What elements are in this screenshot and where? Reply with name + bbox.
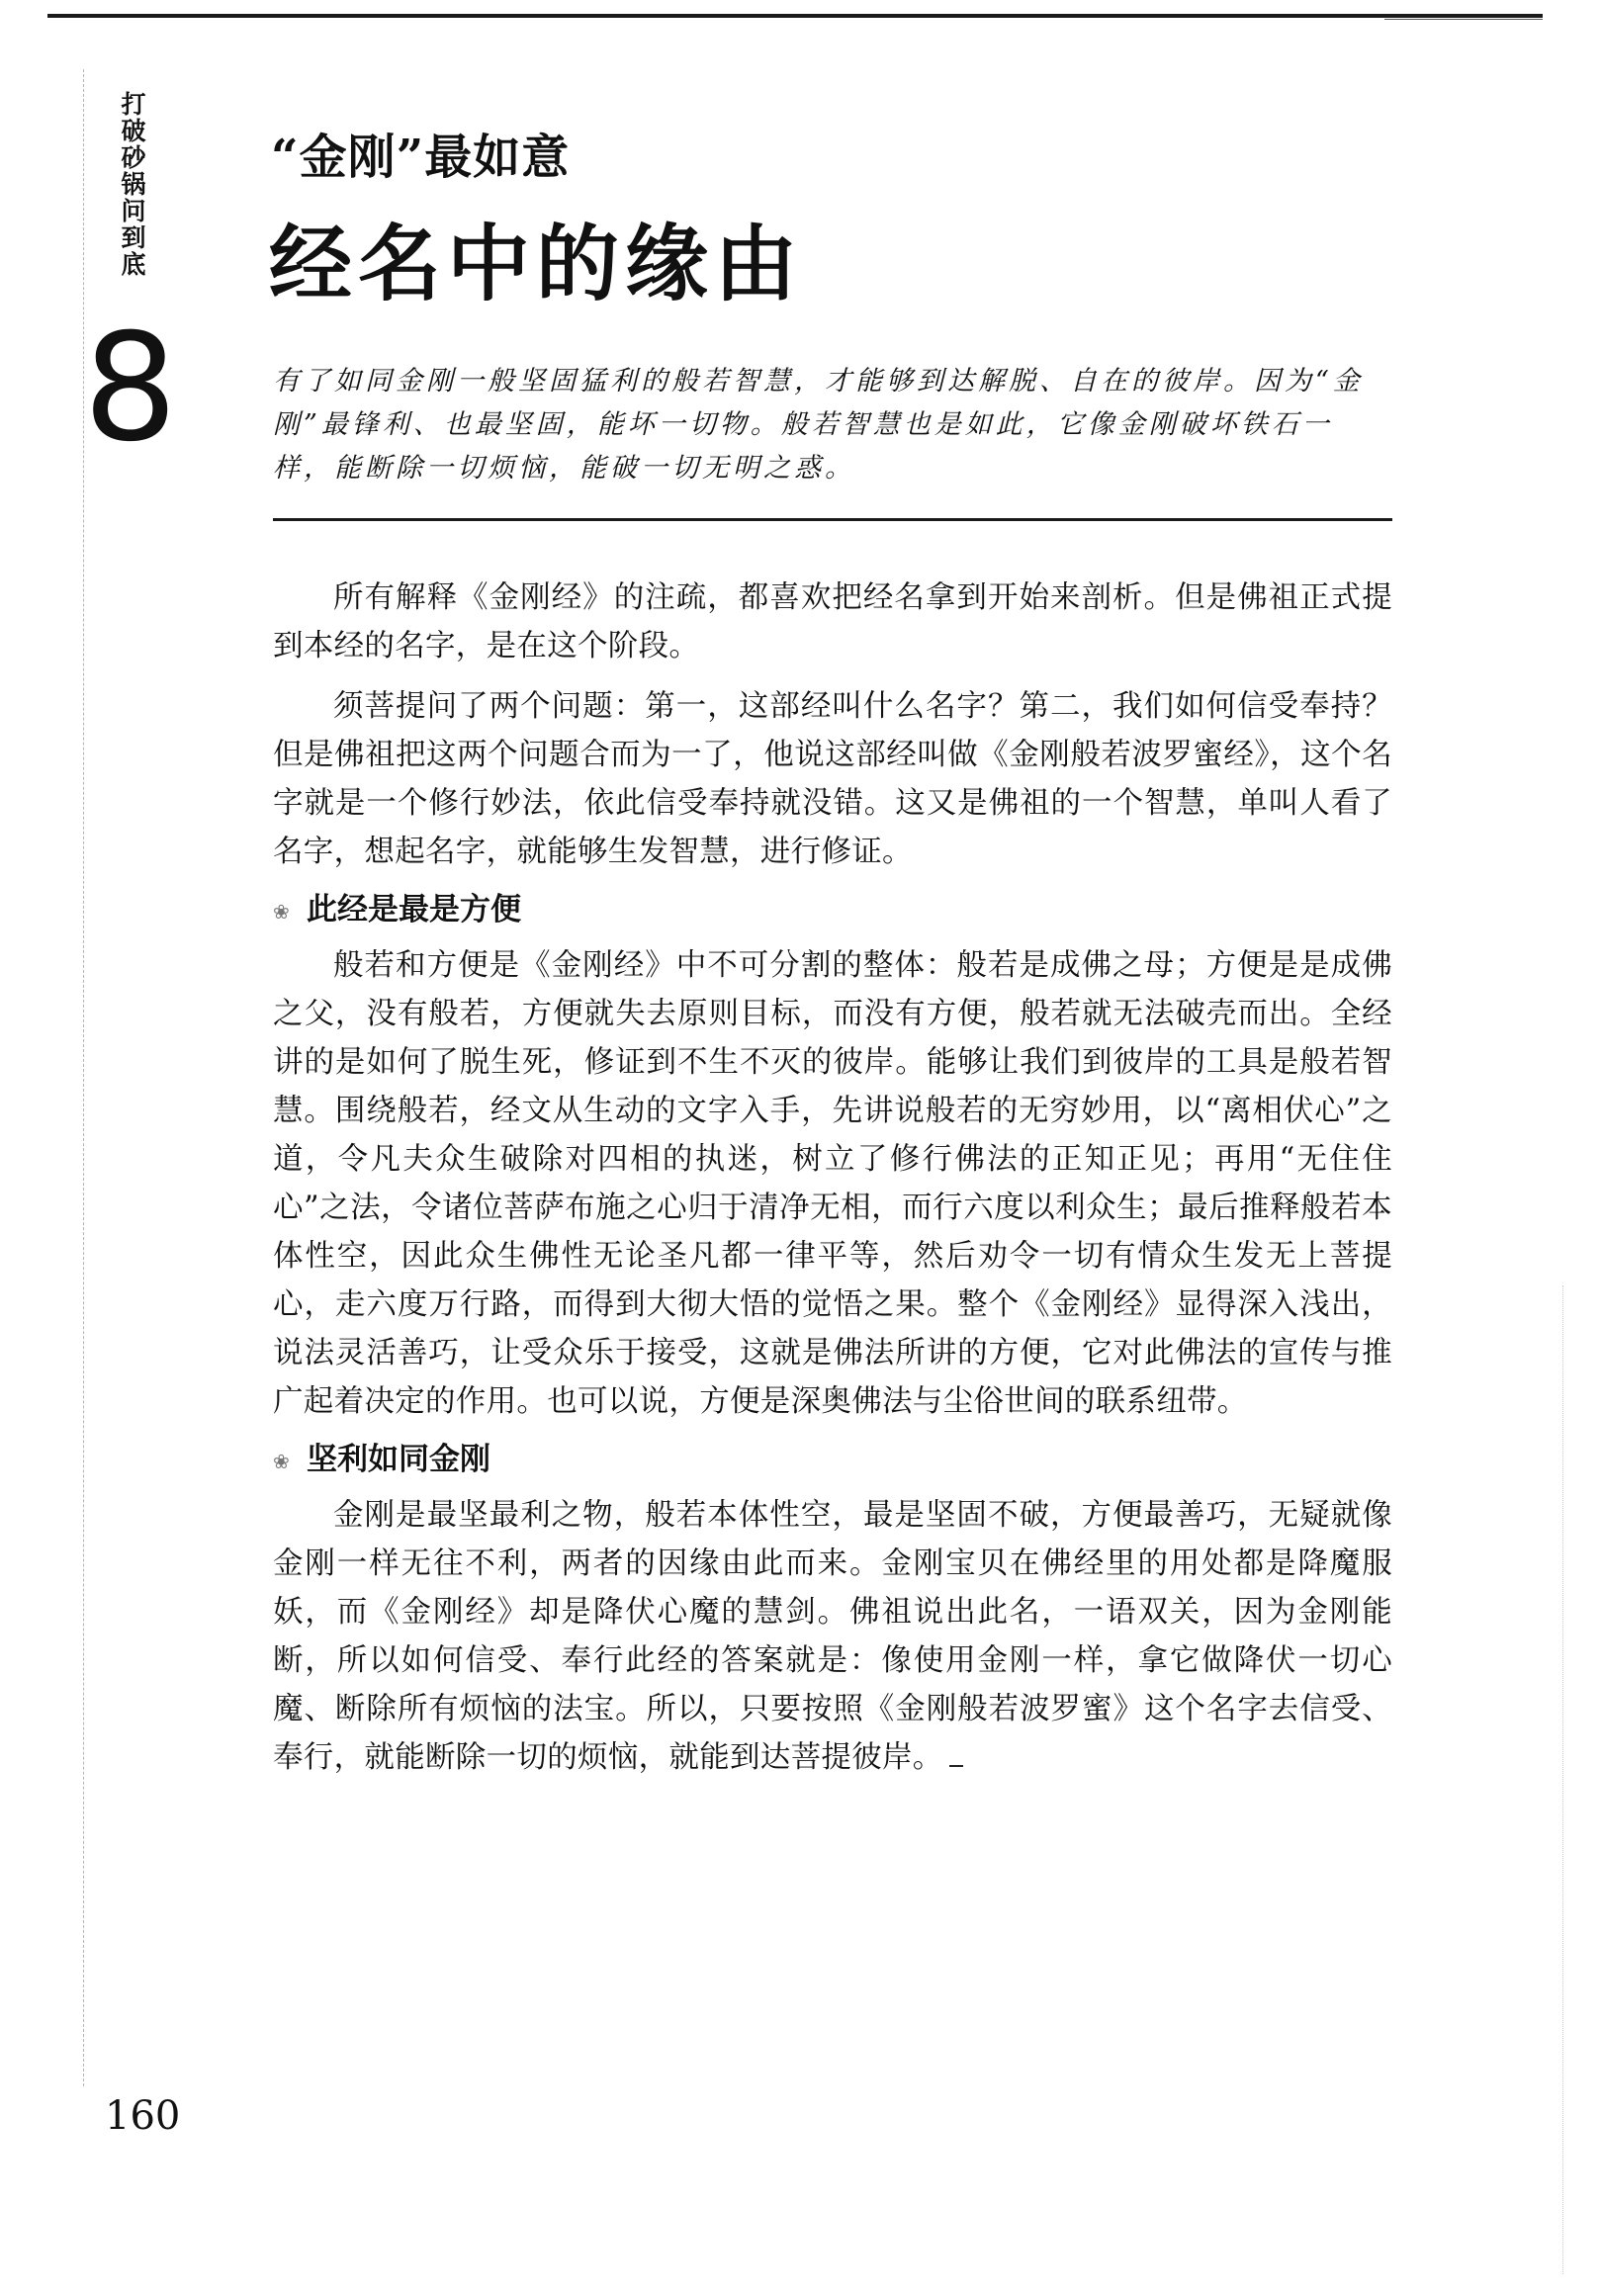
chapter-title: 经名中的缘由 [269,216,804,312]
section-bullet-icon: ❀ [273,900,290,924]
top-rule-tail [1384,19,1543,20]
intro-divider [273,518,1392,521]
top-rule [47,14,1543,18]
body-paragraph: 所有解释《金刚经》的注疏，都喜欢把经名拿到开始来剖析。但是佛祖正式提到本经的名字，是在这个阶段。 [273,580,1392,663]
section-heading [273,1438,1392,1481]
chapter-number: 8 [83,303,178,475]
end-mark [949,1765,963,1767]
chapter-kicker: “金刚”最如意 [271,130,571,185]
section-heading [273,888,1392,931]
running-side-title: 打破砂锅问到底 [118,91,146,278]
body-paragraph [273,1491,1392,1782]
page-number: 160 [105,2093,181,2139]
paragraph-text: 金刚是最坚最利之物，般若本体性空，最是坚固不破，方便最善巧，无疑就像金刚一样无往不利，两者的因缘由此而来。金刚宝贝在佛经里的用处都是降魔服妖，而《金刚经》却是降伏心魔的慧剑。佛祖说出此名，一语双关，因为金刚能断，所以如何信受、奉行此经的答案就是：像使用金刚一样，拿它做降伏一切心魔、断除所有烦恼的法宝。所以，只要按照《金刚般若波罗蜜》这个名字去信受、奉行，就能断除一切的烦恼，就能到达菩提彼岸。 [273,1498,1392,1775]
section-heading-label: 坚利如同金刚 [307,1442,490,1477]
body-paragraph: 须菩提问了两个问题：第一，这部经叫什么名字？第二，我们如何信受奉持？但是佛祖把这两个问题合而为一了，他说这部经叫做《金刚般若波罗蜜经》，这个名字就是一个修行妙法，依此信受奉持就没错。这又是佛祖的一个智慧，单叫人看了名字，想起名字，就能够生发智慧，进行修证。 [273,689,1392,869]
section-bullet-icon: ❀ [273,1450,290,1473]
body-paragraph: 般若和方便是《金刚经》中不可分割的整体：般若是成佛之母；方便是是成佛之父，没有般若，方便就失去原则目标，而没有方便，般若就无法破壳而出。全经讲的是如何了脱生死，修证到不生不灭的彼岸。能够让我们到彼岸的工具是般若智慧。围绕般若，经文从生动的文字入手，先讲说般若的无穷妙用，以“离相伏心”之道，令凡夫众生破除对四相的执迷，树立了修行佛法的正知正见；再用“无住住心”之法，令诸位菩萨布施之心归于清净无相，而行六度以利众生；最后推释般若本体性空，因此众生佛性无论圣凡都一律平等，然后劝令一切有情众生发无上菩提心，走六度万行路，而得到大彻大悟的觉悟之果。整个《金刚经》显得深入浅出，说法灵活善巧，让受众乐于接受，这就是佛法所讲的方便，它对此佛法的宣传与推广起着决定的作用。也可以说，方便是深奥佛法与尘俗世间的联系纽带。 [273,948,1392,1419]
section-heading-label: 此经是最是方便 [307,892,521,927]
intro-summary: 有了如同金刚一般坚固猛利的般若智慧，才能够到达解脱、自在的彼岸。因为“金刚”最锋利、也最坚固，能坏一切物。般若智慧也是如此，它像金刚破坏铁石一样，能断除一切烦恼，能破一切无明之惑。 [273,366,1364,484]
body-text [273,574,1392,1794]
page-edge-line [1562,1285,1564,2274]
